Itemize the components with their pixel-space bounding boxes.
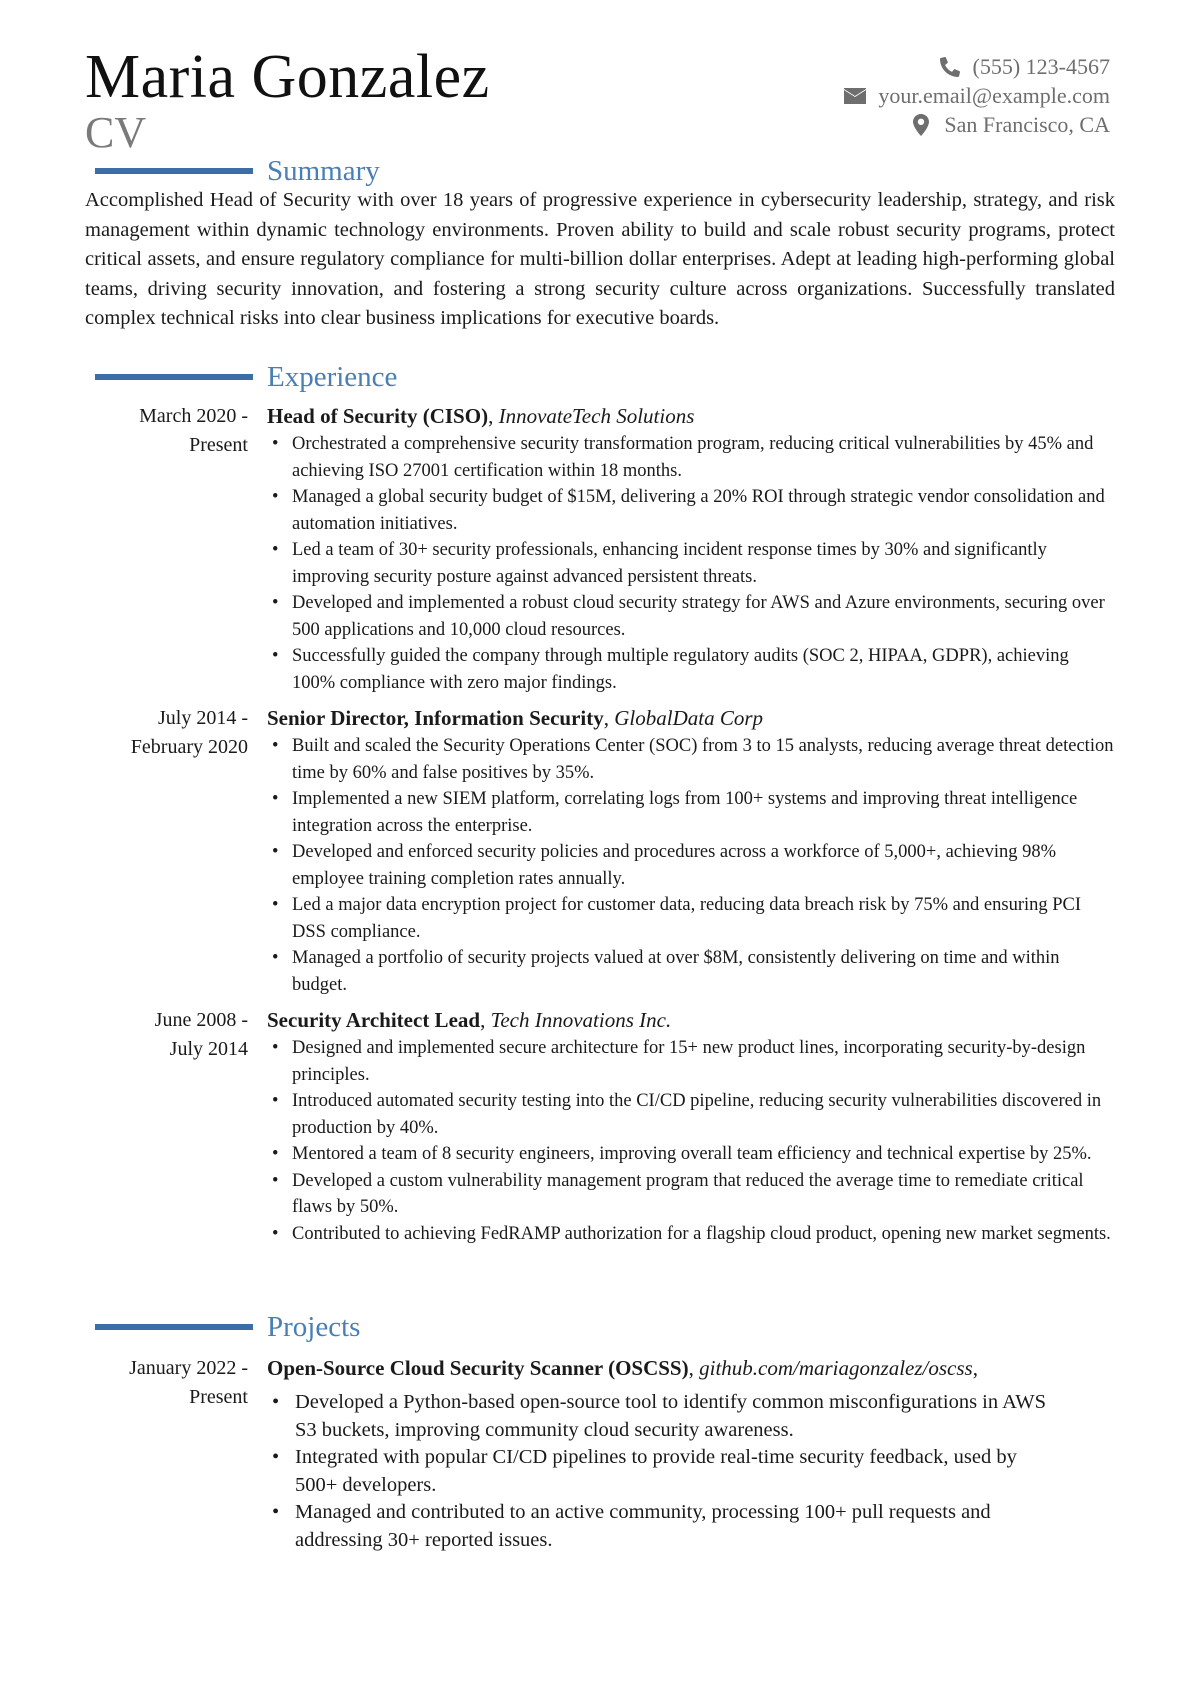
contact-location bbox=[844, 110, 1110, 139]
list-item: • Managed a portfolio of security projects valued at over $8M, consistently delivering on time and within budget. bbox=[267, 945, 1115, 998]
contact-phone bbox=[844, 52, 1110, 81]
section-header-experience bbox=[95, 360, 397, 394]
company-name: InnovateTech Solutions bbox=[498, 404, 695, 428]
bullet-icon: • bbox=[272, 1391, 280, 1413]
phone-icon bbox=[939, 56, 961, 78]
entry-date: June 2008 - July 2014 bbox=[154, 1009, 248, 1060]
envelope-icon bbox=[844, 85, 866, 107]
job-title: Head of Security (CISO) bbox=[267, 404, 489, 428]
company-name: Tech Innovations Inc. bbox=[490, 1008, 672, 1032]
bullet-icon: • bbox=[272, 842, 279, 862]
email-link[interactable]: your.email@example.com bbox=[878, 83, 1110, 108]
person-name: Maria Gonzalez bbox=[85, 43, 490, 111]
list-item: • Designed and implemented secure architecture for 15+ new product lines, incorporating security-by-design principles. bbox=[267, 1035, 1115, 1088]
entry-headline: Head of Security (CISO), InnovateTech Solutions bbox=[267, 404, 695, 428]
bullet-icon: • bbox=[272, 434, 279, 454]
section-rule bbox=[95, 374, 253, 380]
map-marker-icon bbox=[910, 114, 932, 136]
list-item: • Orchestrated a comprehensive security transformation program, reducing critical vulnerabilities by 45% and achieving ISO 27001 certification within 18 months. bbox=[267, 431, 1115, 484]
bullet-icon: • bbox=[272, 789, 279, 809]
list-item: • Developed and enforced security policies and procedures across a workforce of 5,000+, achieving 98% employee training completion rates annually. bbox=[267, 839, 1115, 892]
bullet-icon: • bbox=[272, 487, 279, 507]
entry-date: March 2020 - Present bbox=[139, 405, 248, 456]
bullet-icon: • bbox=[272, 1501, 280, 1523]
list-item: • Led a team of 30+ security professionals, enhancing incident response times by 30% and significantly improving security posture against advanced persistent threats. bbox=[267, 537, 1115, 590]
project-name: Open-Source Cloud Security Scanner (OSCSS) bbox=[267, 1356, 689, 1380]
section-header-projects bbox=[95, 1310, 360, 1344]
list-item: • Managed a global security budget of $15M, delivering a 20% ROI through strategic vendor consolidation and automation initiatives. bbox=[267, 484, 1115, 537]
bullet-list bbox=[267, 1389, 1115, 1554]
bullet-list bbox=[267, 1035, 1115, 1247]
bullet-icon: • bbox=[272, 948, 279, 968]
company-name: GlobalData Corp bbox=[614, 706, 764, 730]
list-item: • Contributed to achieving FedRAMP authorization for a flagship cloud product, opening new market segments. bbox=[267, 1221, 1115, 1248]
list-item: • Introduced automated security testing into the CI/CD pipeline, reducing security vulnerabilities discovered in production by 40%. bbox=[267, 1088, 1115, 1141]
bullet-list bbox=[267, 733, 1115, 998]
entry-headline: Open-Source Cloud Security Scanner (OSCSS), github.com/mariagonzalez/oscss, bbox=[267, 1356, 978, 1380]
entry-headline: Senior Director, Information Security, GlobalData Corp bbox=[267, 706, 764, 730]
list-item: • Developed and implemented a robust cloud security strategy for AWS and Azure environments, securing over 500 applications and 10,000 cloud resources. bbox=[267, 590, 1115, 643]
list-item: • Implemented a new SIEM platform, correlating logs from 100+ systems and improving threat intelligence integration across the enterprise. bbox=[267, 786, 1115, 839]
entry-headline: Security Architect Lead, Tech Innovations Inc. bbox=[267, 1008, 672, 1032]
job-title: Senior Director, Information Security bbox=[267, 706, 604, 730]
section-header-summary bbox=[95, 154, 380, 188]
list-item: • Integrated with popular CI/CD pipelines to provide real-time security feedback, used by 500+ developers. bbox=[272, 1446, 1017, 1496]
phone-text[interactable]: (555) 123-4567 bbox=[972, 54, 1110, 79]
list-item: • Developed a custom vulnerability management program that reduced the average time to remediate critical flaws by 50%. bbox=[267, 1168, 1115, 1221]
entry-date: January 2022 - Present bbox=[129, 1357, 248, 1408]
project-link[interactable]: github.com/mariagonzalez/oscss bbox=[699, 1356, 973, 1380]
list-item: • Developed a Python-based open-source tool to identify common misconfigurations in AWS S3 buckets, improving community cloud security awareness. bbox=[272, 1391, 1047, 1441]
list-item: • Built and scaled the Security Operations Center (SOC) from 3 to 15 analysts, reducing average threat detection time by 60% and false positives by 35%. bbox=[267, 733, 1115, 786]
section-rule bbox=[95, 1324, 253, 1330]
section-title: Summary bbox=[267, 155, 380, 187]
bullet-icon: • bbox=[272, 1144, 279, 1164]
bullet-icon: • bbox=[272, 1223, 279, 1244]
section-title: Projects bbox=[267, 1311, 361, 1343]
job-title: Security Architect Lead bbox=[267, 1008, 481, 1032]
location-text: San Francisco, CA bbox=[944, 112, 1110, 137]
section-rule bbox=[95, 168, 253, 174]
document-subtitle: CV bbox=[85, 108, 147, 157]
bullet-icon: • bbox=[272, 540, 279, 560]
bullet-icon: • bbox=[272, 593, 279, 613]
bullet-icon: • bbox=[272, 1170, 279, 1191]
list-item: • Successfully guided the company through multiple regulatory audits (SOC 2, HIPAA, GDPR), achieving 100% compliance with zero major findings. bbox=[267, 643, 1115, 696]
list-item: • Managed and contributed to an active community, processing 100+ pull requests and addressing 30+ reported issues. bbox=[272, 1501, 991, 1551]
bullet-icon: • bbox=[272, 1091, 279, 1111]
list-item: • Led a major data encryption project for customer data, reducing data breach risk by 75% and ensuring PCI DSS compliance. bbox=[267, 892, 1115, 945]
summary-text: Accomplished Head of Security with over 18 years of progressive experience in cybersecurity leadership, strategy, and risk management within dynamic technology environments. Proven ability to build and scale robust security programs, protect critical assets, and ensure regulatory compliance for multi-billion dollar enterprises. Adept at leading high-performing global teams, driving security innovation, and fostering a strong security culture across organizations. Successfully translated complex technical risks into clear business implications for executive boards. bbox=[85, 189, 1115, 329]
entry-date: July 2014 - February 2020 bbox=[130, 707, 248, 758]
bullet-icon: • bbox=[272, 646, 279, 666]
bullet-icon: • bbox=[272, 1446, 280, 1468]
bullet-list bbox=[267, 431, 1115, 696]
contact-block bbox=[844, 52, 1110, 139]
bullet-icon: • bbox=[272, 895, 279, 915]
contact-email bbox=[844, 81, 1110, 110]
bullet-icon: • bbox=[272, 1038, 279, 1058]
bullet-icon: • bbox=[272, 736, 279, 756]
section-title: Experience bbox=[267, 361, 398, 393]
list-item: • Mentored a team of 8 security engineers, improving overall team efficiency and technical expertise by 25%. bbox=[267, 1141, 1115, 1168]
